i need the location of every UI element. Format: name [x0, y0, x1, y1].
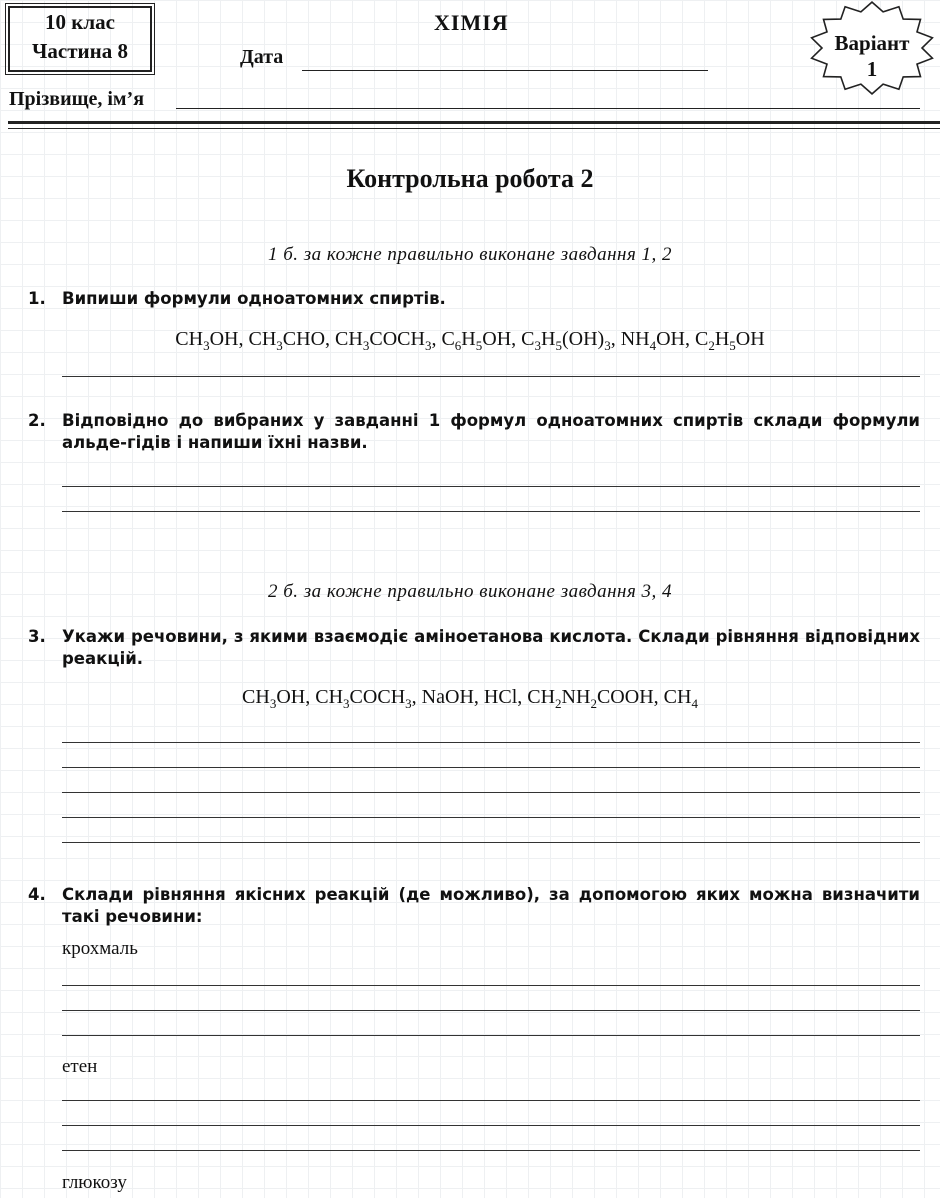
task-text: Випиши формули одноатомних спиртів.	[62, 289, 446, 308]
chemical-formula: NaOH	[421, 686, 474, 708]
chemical-formula: $CH_3OH$	[242, 686, 306, 711]
header-divider-thin	[8, 128, 940, 129]
chemical-formula: $CH_3COCH_3$	[315, 686, 412, 711]
answer-line[interactable]	[62, 1150, 920, 1151]
answer-line[interactable]	[62, 817, 920, 818]
date-label: Дата	[240, 46, 284, 68]
date-field-line[interactable]	[302, 70, 708, 71]
task-text: Відповідно до вибраних у завданні 1 формул одноатомних спиртів склади формули альде-гідів і напиши їхні назви.	[62, 411, 920, 452]
chemical-formula: $NH_4OH$	[620, 328, 685, 353]
task-4	[28, 884, 920, 928]
answer-line[interactable]	[62, 1010, 920, 1011]
chemical-formula: $C_3H_5(OH)_3$	[521, 328, 611, 353]
answer-line[interactable]	[62, 376, 920, 377]
chemical-formula: $C_6H_5OH$	[441, 328, 512, 353]
answer-line[interactable]	[62, 767, 920, 768]
variant-badge	[808, 30, 936, 82]
variant-number: 1	[866, 57, 878, 81]
points-note-2: 2 б. за кожне правильно виконане завдання 3, 4	[267, 581, 673, 602]
substance-label: глюкозу	[62, 1172, 127, 1193]
answer-line[interactable]	[62, 742, 920, 743]
name-label: Прізвище, ім’я	[9, 88, 145, 110]
task-number: 2.	[28, 411, 46, 430]
answer-line[interactable]	[62, 1100, 920, 1101]
task-number: 1.	[28, 289, 46, 308]
task-3	[28, 626, 920, 670]
name-field-line[interactable]	[176, 108, 920, 109]
substance-label: етен	[62, 1056, 98, 1077]
task-text: Укажи речовини, з якими взаємодіє аміноетанова кислота. Склади рівняння відповідних реакцій.	[62, 627, 920, 668]
chemical-formula: $CH_3CHO$	[248, 328, 326, 353]
chemical-formula: $CH_2NH_2COOH$	[527, 686, 654, 711]
part-label: Частина 8	[32, 39, 128, 63]
answer-line[interactable]	[62, 842, 920, 843]
subject-title: ХІМІЯ	[434, 10, 509, 35]
test-title: Контрольна робота 2	[346, 164, 594, 193]
answer-line[interactable]	[62, 985, 920, 986]
answer-line[interactable]	[62, 1125, 920, 1126]
answer-line[interactable]	[62, 511, 920, 512]
chemical-formula: $CH_3COCH_3$	[335, 328, 432, 353]
task-text: Склади рівняння якісних реакцій (де можливо), за допомогою яких можна визначити такі речовини:	[62, 885, 920, 926]
header-divider	[8, 121, 940, 124]
class-part-box	[8, 6, 152, 72]
variant-label: Варіант	[834, 31, 910, 55]
task-1-formulas: $CH_3OH$, $CH_3CHO$, $CH_3COCH_3$, $C_6H_5OH$, $C_3H_5(OH)_3$, $NH_4OH$, $C_2H_5OH$	[175, 328, 765, 353]
chemical-formula: $CH_4$	[663, 686, 698, 711]
grade-label: 10 клас	[45, 10, 115, 34]
chemical-formula: $C_2H_5OH$	[695, 328, 765, 353]
task-number: 3.	[28, 627, 46, 646]
chemical-formula: $CH_3OH$	[175, 328, 239, 353]
task-2	[28, 410, 920, 454]
chemical-formula: HCl	[483, 686, 518, 708]
task-number: 4.	[28, 885, 46, 904]
substance-label: крохмаль	[62, 938, 138, 959]
answer-line[interactable]	[62, 1035, 920, 1036]
answer-line[interactable]	[62, 486, 920, 487]
task-3-formulas: $CH_3OH$, $CH_3COCH_3$, NaOH, HCl, $CH_2NH_2COOH$, $CH_4$	[242, 686, 698, 711]
points-note-1: 1 б. за кожне правильно виконане завдання 1, 2	[267, 244, 673, 265]
task-1	[28, 288, 920, 310]
answer-line[interactable]	[62, 792, 920, 793]
